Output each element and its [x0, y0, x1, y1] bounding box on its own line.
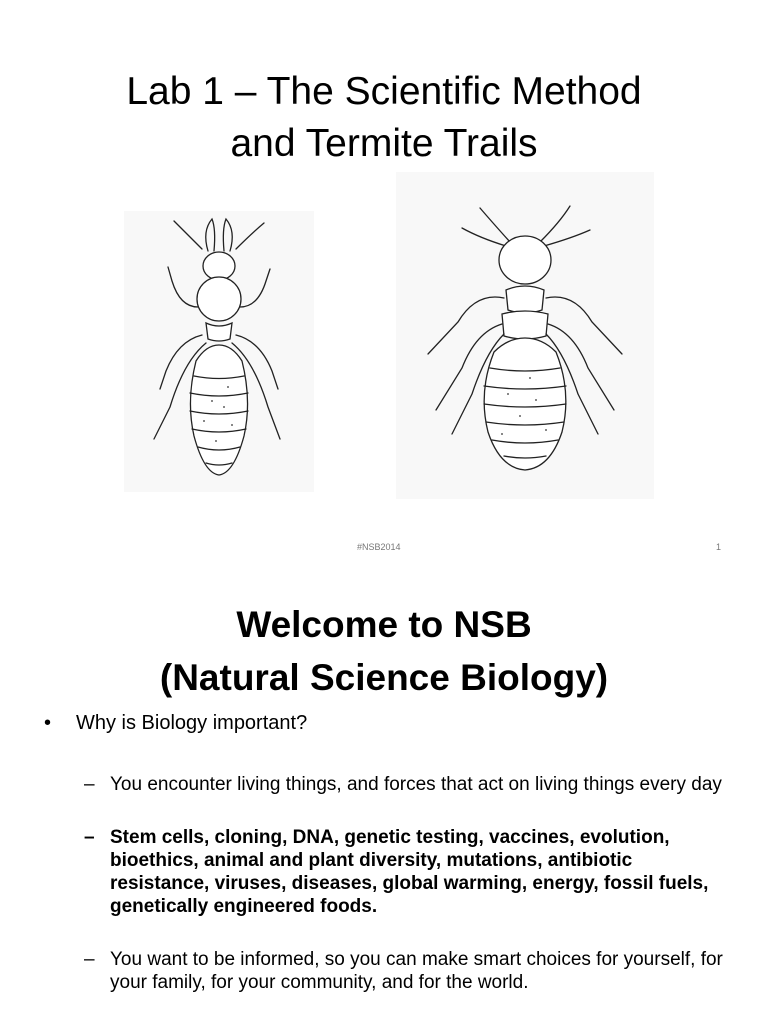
slide-2-title: [0, 598, 768, 704]
dash-marker: –: [84, 949, 95, 970]
slide-2-title-line-1: Welcome to NSB: [236, 604, 532, 645]
slide-number: 1: [716, 542, 722, 552]
sub-bullet-item-3: [44, 948, 724, 994]
slide-1-title: [0, 66, 768, 170]
soldier-termite-drawing: [124, 211, 314, 492]
slide-1-title-line-1: Lab 1 – The Scientific Method: [126, 70, 642, 113]
slide-2-title-line-2: (Natural Science Biology): [159, 657, 609, 698]
worker-termite-drawing: [396, 172, 654, 499]
dash-marker: –: [84, 827, 95, 848]
bullet-list: [44, 712, 724, 1024]
bullet-text: Why is Biology important?: [76, 712, 308, 734]
sub-bullet-text: Stem cells, cloning, DNA, genetic testing, vaccines, evolution, bioethics, animal and plant diversity, mutations, antibiotic resistance, viruses, diseases, global warming, energy, fossil fuels, genetically engineered foods.: [110, 827, 709, 917]
slide-footer-tag: #NSB2014: [357, 542, 401, 552]
sub-bullet-text: You encounter living things, and forces that act on living things every day: [110, 774, 722, 795]
sub-bullet-item-1: [44, 773, 724, 796]
sub-bullet-text: You want to be informed, so you can make smart choices for yourself, for your family, for your community, and for the world.: [110, 949, 723, 993]
slide-2: [0, 562, 768, 1024]
bullet-marker: •: [44, 712, 52, 734]
dash-marker: –: [84, 774, 95, 795]
bullet-item-question: [44, 712, 724, 735]
worker-termite-illustration: [396, 172, 654, 499]
sub-bullet-item-2: [44, 826, 724, 918]
slide-1-title-line-2: and Termite Trails: [230, 122, 538, 165]
soldier-termite-illustration: [124, 211, 314, 492]
